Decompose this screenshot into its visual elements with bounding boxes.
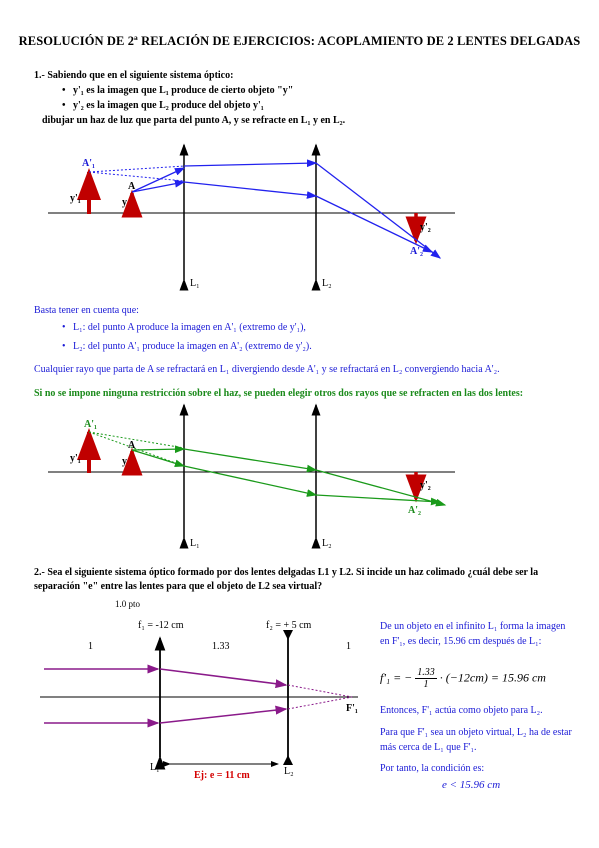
- label-A2-2: A'₂: [408, 505, 421, 516]
- sol-paragraph-2: Entonces, F'₁ actúa como objeto para L₂.: [380, 705, 543, 716]
- note-intro: Basta tener en cuenta que:: [34, 305, 139, 316]
- label-n2: 1.33: [212, 641, 230, 652]
- label-y2p-2: y'₂: [420, 480, 431, 491]
- sol-paragraph-3: Para que F'₁ sea un objeto virtual, L₂ ha de estar más cerca de L₁ que F'₁.: [380, 727, 572, 753]
- virtual-ray-1: [89, 166, 184, 172]
- ex1-bullet-1: • y'₁ es la imagen que L₁ produce de cierto objeto "y": [62, 85, 294, 96]
- label-y2p: y'₂: [420, 222, 431, 233]
- sol-paragraph-4: Por tanto, la condición es:: [380, 763, 485, 774]
- label-f1: f₁ = -12 cm: [138, 620, 184, 631]
- ray-1-a: [132, 168, 184, 192]
- note-bullet-2: • L₂: del punto A'₁ produce la imagen en A'₂ (extremo de y'₂).: [62, 341, 312, 352]
- ex2-statement: 2.- Sea el siguiente sistema óptico formado por dos lentes delgadas L1 y L2. Si incide un haz colimado ¿cuál debe ser la separación "e" entre las lentes para que el objeto de L2 sea virtual?: [34, 567, 539, 592]
- page-title: RESOLUCIÓN DE 2ª RELACIÓN DE EJERCICIOS: ACOPLAMIENTO DE 2 LENTES DELGADAS: [18, 34, 581, 48]
- note-rule: Cualquier rayo que parta de A se refractará en L₁ divergiendo desde A'₁ y se refractará en L₂ convergiendo hacia A'₂.: [34, 364, 500, 375]
- refracted-ray-1: [160, 669, 286, 685]
- label-A1: A'₁: [82, 158, 95, 169]
- label-A1-2: A'₁: [84, 419, 97, 430]
- sol-condition: e < 15.96 cm: [442, 779, 501, 791]
- label-y: y: [122, 197, 127, 208]
- virtual-ext-1: [288, 685, 352, 697]
- ray-g2-a: [132, 450, 184, 466]
- ray-2-b: [184, 182, 316, 196]
- ray-1-b: [184, 163, 316, 166]
- note-bullet-1: • L₁: del punto A produce la imagen en A'₁ (extremo de y'₁),: [62, 322, 306, 333]
- label-f2: f₂ = + 5 cm: [266, 620, 312, 631]
- label-A-2: A: [128, 440, 136, 451]
- label-L1-ex2: L₁: [150, 762, 160, 773]
- virtual-ray-g1: [89, 432, 184, 448]
- label-L1-2: L₁: [190, 538, 200, 549]
- ray-g2-b: [184, 466, 316, 495]
- label-A2: A'₂: [410, 246, 423, 257]
- label-n1: 1: [88, 641, 93, 652]
- ex1-intro: 1.- Sabiendo que en el siguiente sistema óptico:: [34, 70, 234, 81]
- label-L2-2: L₂: [322, 538, 332, 549]
- virtual-ray-2: [89, 172, 184, 181]
- virtual-ext-2: [288, 697, 352, 709]
- ray-2-a: [132, 182, 184, 192]
- ray-g1-b: [184, 449, 316, 470]
- label-y1p-2: y'₁: [70, 453, 81, 464]
- label-example: Ej: e = 11 cm: [194, 770, 250, 781]
- ex2-points: 1.0 pto: [115, 599, 141, 609]
- ray-1-c: [316, 163, 440, 258]
- sol-paragraph-1: De un objeto en el infinito L₁ forma la imagen en F'₁, es decir, 15.96 cm después de L₁:: [380, 621, 566, 647]
- green-note: Si no se impone ninguna restricción sobre el haz, se pueden elegir otros dos rayos que se refracten en las dos lentes:: [34, 388, 524, 399]
- sol-formula: f'₁ = − $\frac{1.33}{1}$ · (−12cm) = 15.96 cm: [380, 667, 546, 690]
- label-F1p: F'₁: [346, 703, 358, 714]
- label-L2: L₂: [322, 278, 332, 289]
- label-y1p: y'₁: [70, 193, 81, 204]
- ray-g1-a: [132, 449, 184, 450]
- ex1-task: dibujar un haz de luz que parta del punto A, y se refracte en L₁ y en L₂.: [42, 115, 346, 126]
- refracted-ray-2: [160, 709, 286, 723]
- label-L2-ex2: L₂: [284, 766, 294, 777]
- label-y-2: y: [122, 456, 127, 467]
- label-A: A: [128, 181, 136, 192]
- label-n3: 1: [346, 641, 351, 652]
- label-L1: L₁: [190, 278, 200, 289]
- ex1-bullet-2: • y'₂ es la imagen que L₂ produce del objeto y'₁: [62, 100, 264, 111]
